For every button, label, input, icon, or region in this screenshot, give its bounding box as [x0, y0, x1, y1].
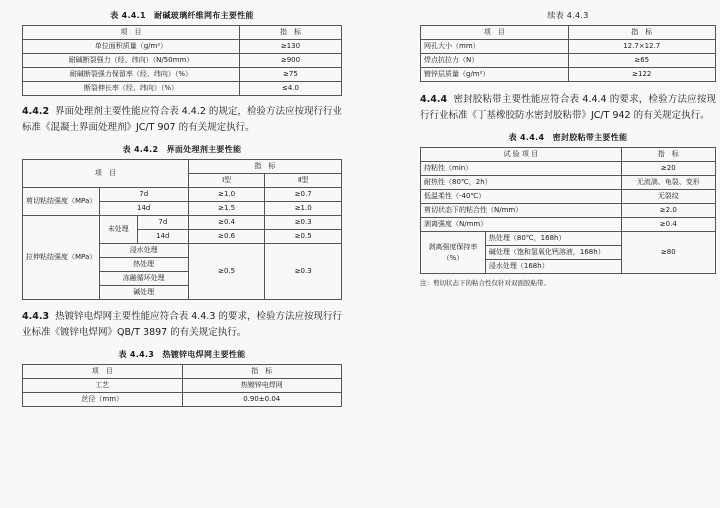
left-column	[22, 0, 342, 407]
cell: ≥1.5	[188, 202, 265, 216]
header-index: 指 标	[568, 26, 716, 40]
cell: 0.90±0.04	[182, 393, 342, 407]
cell: 焊点抗拉力（N）	[421, 54, 569, 68]
clause-number: 4.4.2	[22, 106, 50, 117]
clause-text: 界面处理剂主要性能应符合表 4.4.2 的规定，检验方法应按现行行业标准《混凝土界面处理剂》JC/T 907 的有关规定执行。	[22, 106, 342, 133]
cell: 碱处理	[99, 286, 188, 300]
table-row	[23, 379, 342, 393]
peel-retention-label: 剥离强度保持率（%）	[421, 232, 486, 274]
table-4-4-4-caption: 表 4.4.4 密封胶粘带主要性能	[508, 133, 628, 142]
cell: 耐碱断裂强力保留率（经、纬向）（%）	[23, 68, 240, 82]
header-type-1: Ⅰ型	[188, 174, 265, 188]
paragraph-4-4-3	[22, 309, 342, 341]
cell: 断裂伸长率（经、纬向）（%）	[23, 82, 240, 96]
table-4-4-3-caption: 表 4.4.3 热镀锌电焊网主要性能	[118, 350, 246, 359]
table-header-row	[421, 148, 716, 162]
clause-text: 热镀锌电焊网主要性能应符合表 4.4.3 的要求，检验方法应按现行行业标准《镀锌电焊网》QB/T 3897 的有关规定执行。	[22, 311, 342, 338]
cell: 剪切状态下的粘合性（N/mm）	[421, 204, 622, 218]
table-row	[421, 190, 716, 204]
cell: 碱处理（饱和氢氧化钙溶液，168h）	[485, 246, 621, 260]
untreated-label: 未处理	[99, 216, 137, 244]
header-item: 项 目	[23, 365, 183, 379]
table-4-4-3-cont-caption: 续表 4.4.3	[547, 11, 589, 20]
header-item: 试 验 项 目	[421, 148, 622, 162]
table-row	[23, 68, 342, 82]
table-4-4-3	[22, 364, 342, 407]
table-4-4-1	[22, 25, 342, 96]
cell: 剥离强度（N/mm）	[421, 218, 622, 232]
paragraph-4-4-2	[22, 104, 342, 136]
header-item: 项 目	[421, 26, 569, 40]
cell: 镀锌层质量（g/m²）	[421, 68, 569, 82]
table-header-row	[421, 26, 716, 40]
table-row	[421, 232, 716, 246]
right-column	[420, 0, 716, 288]
cell: ≤4.0	[239, 82, 341, 96]
cell: ≥75	[239, 68, 341, 82]
header-item: 项 目	[23, 160, 189, 188]
cell: ≥1.0	[265, 202, 342, 216]
cell: ≥900	[239, 54, 341, 68]
cell: 7d	[99, 188, 188, 202]
cell: 无裂纹	[621, 190, 715, 204]
table-row	[421, 162, 716, 176]
cell: ≥2.0	[621, 204, 715, 218]
cell: ≥0.3	[265, 216, 342, 230]
cell: ≥0.4	[188, 216, 265, 230]
clause-number: 4.4.4	[420, 94, 448, 105]
table-row	[421, 176, 716, 190]
cell: ≥65	[568, 54, 716, 68]
cell: 丝径（mm）	[23, 393, 183, 407]
table-row	[23, 393, 342, 407]
cell: ≥1.0	[188, 188, 265, 202]
cell: 耐碱断裂强力（经、纬向）（N/50mm）	[23, 54, 240, 68]
cell: 持粘性（min）	[421, 162, 622, 176]
table-row	[23, 40, 342, 54]
table-row	[421, 54, 716, 68]
table-note: 注：剪切状态下的粘合性仅针对双面胶粘带。	[420, 279, 550, 287]
clause-text: 密封胶粘带主要性能应符合表 4.4.4 的要求，检验方法应按现行行业标准《丁基橡胶防水密封胶粘带》JC/T 942 的有关规定执行。	[420, 94, 716, 121]
table-header-row	[23, 160, 342, 174]
cell: 7d	[137, 216, 188, 230]
paragraph-4-4-4	[420, 92, 716, 124]
cell: 工艺	[23, 379, 183, 393]
cell: ≥130	[239, 40, 341, 54]
clause-number: 4.4.3	[22, 311, 50, 322]
cell: 浸水处理	[99, 244, 188, 258]
table-4-4-2	[22, 159, 342, 300]
cell: 14d	[137, 230, 188, 244]
table-row	[23, 216, 342, 230]
cell: 耐热性（80℃，2h）	[421, 176, 622, 190]
shear-label: 剪切粘结强度（MPa）	[23, 188, 100, 216]
cell: ≥0.7	[265, 188, 342, 202]
cell: 热处理	[99, 258, 188, 272]
treat-value-2: ≥0.3	[265, 244, 342, 300]
peel-retention-value: ≥80	[621, 232, 715, 274]
cell: 低温柔性（-40℃）	[421, 190, 622, 204]
cell: 浸水处理（168h）	[485, 260, 621, 274]
table-row	[421, 204, 716, 218]
table-row	[23, 188, 342, 202]
cell: 冻融循环处理	[99, 272, 188, 286]
cell: ≥20	[621, 162, 715, 176]
table-row	[23, 82, 342, 96]
table-row	[421, 218, 716, 232]
header-index: 指 标	[182, 365, 342, 379]
table-row	[421, 68, 716, 82]
tensile-label: 拉伸粘结强度（MPa）	[23, 216, 100, 300]
table-row	[421, 40, 716, 54]
table-header-row	[23, 365, 342, 379]
cell: 热镀锌电焊网	[182, 379, 342, 393]
header-index: 指 标	[188, 160, 341, 174]
cell: 12.7×12.7	[568, 40, 716, 54]
cell: 单位面积质量（g/m²）	[23, 40, 240, 54]
table-4-4-4	[420, 147, 716, 274]
cell: ≥0.6	[188, 230, 265, 244]
table-4-4-3-continued	[420, 25, 716, 82]
header-index: 指 标	[239, 26, 341, 40]
cell: ≥122	[568, 68, 716, 82]
header-type-2: Ⅱ型	[265, 174, 342, 188]
cell: 14d	[99, 202, 188, 216]
cell: 无流淌、龟裂、变形	[621, 176, 715, 190]
table-row	[23, 54, 342, 68]
cell: ≥0.5	[265, 230, 342, 244]
cell: ≥0.4	[621, 218, 715, 232]
treat-value-1: ≥0.5	[188, 244, 265, 300]
table-4-4-1-caption: 表 4.4.1 耐碱玻璃纤维网布主要性能	[110, 11, 254, 20]
table-4-4-2-caption: 表 4.4.2 界面处理剂主要性能	[122, 145, 242, 154]
header-index: 指 标	[621, 148, 715, 162]
cell: 网孔大小（mm）	[421, 40, 569, 54]
header-item: 项 目	[23, 26, 240, 40]
table-header-row	[23, 26, 342, 40]
cell: 热处理（80℃，168h）	[485, 232, 621, 246]
